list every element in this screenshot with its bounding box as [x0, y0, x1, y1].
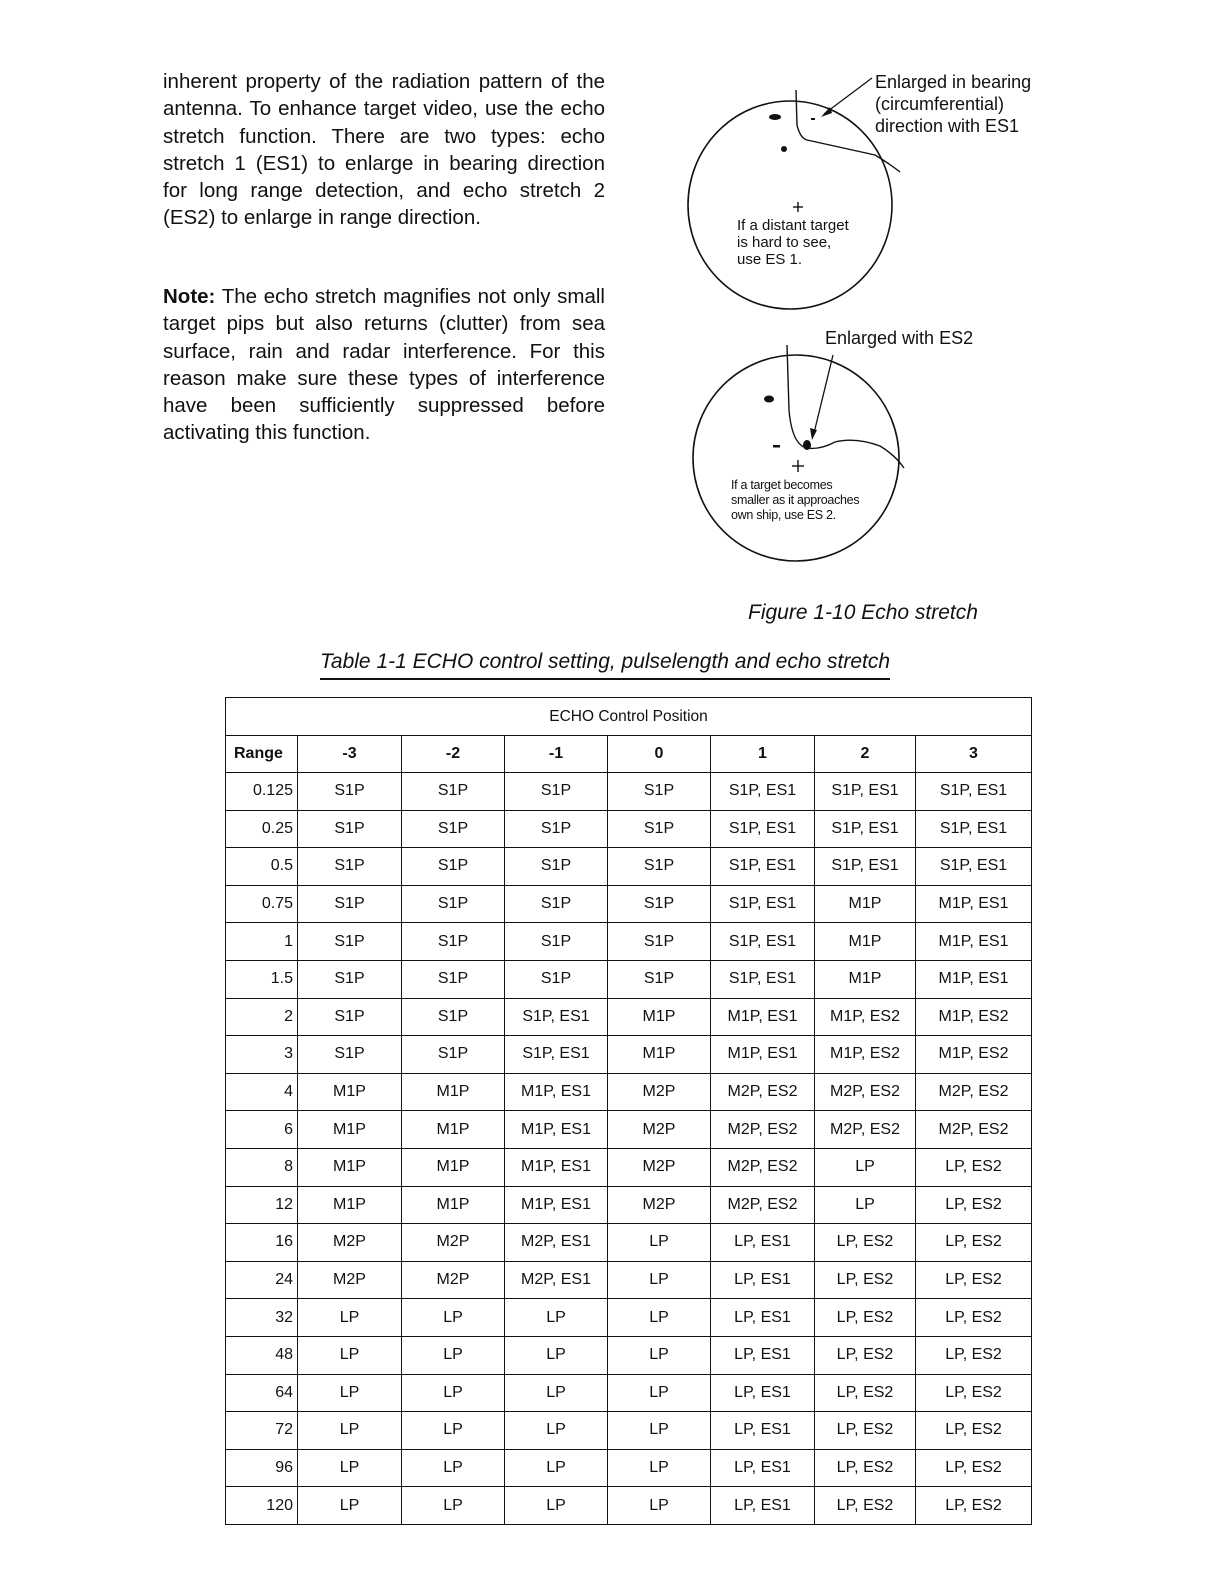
setting-cell: LP, ES2	[815, 1299, 916, 1337]
group-header-row	[226, 698, 1032, 736]
column-header-position: -3	[298, 736, 402, 773]
body-paragraph-echo-stretch: inherent property of the radiation pattern of the antenna. To enhance target video, use the echo stretch function. There are two types: echo stretch 1 (ES1) to enlarge in bearing direction for long range detection, and echo stretch 2 (ES2) to enlarge in range direction.	[163, 70, 605, 230]
setting-cell: LP	[608, 1261, 711, 1299]
es2-note-line3: own ship, use ES 2.	[731, 508, 836, 522]
setting-cell: LP, ES2	[916, 1449, 1032, 1487]
range-cell: 8	[226, 1148, 298, 1186]
setting-cell: M2P, ES2	[815, 1111, 916, 1149]
es2-note-line2: smaller as it approaches	[731, 493, 860, 507]
setting-cell: M2P, ES2	[711, 1111, 815, 1149]
setting-cell: LP	[505, 1336, 608, 1374]
setting-cell: LP, ES2	[916, 1224, 1032, 1262]
setting-cell: LP	[608, 1299, 711, 1337]
range-cell: 72	[226, 1412, 298, 1450]
radar-scope-es2-graphic	[680, 320, 1020, 570]
setting-cell: LP	[608, 1224, 711, 1262]
es1-callout-line2: (circumferential)	[875, 94, 1005, 114]
table-row	[226, 1487, 1032, 1525]
setting-cell: LP, ES1	[711, 1449, 815, 1487]
range-cell: 1	[226, 923, 298, 961]
setting-cell: LP, ES2	[916, 1261, 1032, 1299]
setting-cell: LP	[608, 1336, 711, 1374]
setting-cell: S1P	[402, 810, 505, 848]
setting-cell: S1P	[402, 923, 505, 961]
setting-cell: LP	[298, 1412, 402, 1450]
setting-cell: LP, ES1	[711, 1336, 815, 1374]
setting-cell: S1P, ES1	[711, 960, 815, 998]
note-label: Note:	[163, 285, 216, 308]
setting-cell: M2P	[402, 1261, 505, 1299]
es2-note-line1: If a target becomes	[731, 478, 833, 492]
setting-cell: LP, ES2	[815, 1449, 916, 1487]
setting-cell: LP	[402, 1487, 505, 1525]
setting-cell: LP	[402, 1336, 505, 1374]
setting-cell: S1P	[298, 848, 402, 886]
table-row	[226, 1073, 1032, 1111]
setting-cell: LP	[402, 1299, 505, 1337]
setting-cell: M1P, ES1	[711, 998, 815, 1036]
column-header-position: 3	[916, 736, 1032, 773]
setting-cell: S1P	[298, 810, 402, 848]
es1-note-line2: is hard to see,	[737, 234, 832, 251]
range-cell: 32	[226, 1299, 298, 1337]
column-header-position: -2	[402, 736, 505, 773]
setting-cell: M1P, ES1	[505, 1111, 608, 1149]
setting-cell: S1P	[608, 923, 711, 961]
table-row	[226, 1036, 1032, 1074]
setting-cell: S1P	[402, 885, 505, 923]
table-row	[226, 1148, 1032, 1186]
setting-cell: M1P, ES1	[505, 1073, 608, 1111]
es1-note-line1: If a distant target	[737, 217, 849, 234]
setting-cell: LP	[298, 1449, 402, 1487]
setting-cell: LP, ES2	[815, 1336, 916, 1374]
setting-cell: LP	[608, 1449, 711, 1487]
setting-cell: LP, ES1	[711, 1412, 815, 1450]
setting-cell: M1P	[402, 1148, 505, 1186]
setting-cell: M1P	[298, 1111, 402, 1149]
setting-cell: M1P, ES2	[815, 1036, 916, 1074]
setting-cell: LP	[608, 1374, 711, 1412]
setting-cell: M1P, ES1	[916, 960, 1032, 998]
setting-cell: M1P, ES1	[505, 1186, 608, 1224]
setting-cell: S1P	[505, 885, 608, 923]
setting-cell: S1P, ES1	[916, 773, 1032, 811]
setting-cell: M1P	[815, 923, 916, 961]
range-cell: 0.75	[226, 885, 298, 923]
setting-cell: LP	[298, 1487, 402, 1525]
range-cell: 16	[226, 1224, 298, 1262]
setting-cell: LP	[505, 1374, 608, 1412]
table-row	[226, 848, 1032, 886]
setting-cell: S1P	[298, 1036, 402, 1074]
table-row	[226, 1412, 1032, 1450]
setting-cell: LP, ES2	[815, 1374, 916, 1412]
table-row	[226, 1111, 1032, 1149]
column-header-position: -1	[505, 736, 608, 773]
table-caption: Table 1-1 ECHO control setting, pulselength and echo stretch	[320, 650, 890, 680]
setting-cell: M1P	[608, 998, 711, 1036]
setting-cell: S1P, ES1	[815, 848, 916, 886]
setting-cell: M1P, ES1	[916, 923, 1032, 961]
setting-cell: M1P, ES2	[916, 1036, 1032, 1074]
setting-cell: M2P, ES2	[711, 1073, 815, 1111]
setting-cell: LP, ES1	[711, 1299, 815, 1337]
setting-cell: LP	[298, 1299, 402, 1337]
table-row	[226, 1449, 1032, 1487]
range-cell: 4	[226, 1073, 298, 1111]
setting-cell: LP	[505, 1412, 608, 1450]
column-header-position: 2	[815, 736, 916, 773]
column-header-range: Range	[226, 736, 298, 773]
table-row	[226, 1261, 1032, 1299]
setting-cell: M1P	[815, 960, 916, 998]
setting-cell: M2P, ES2	[711, 1148, 815, 1186]
range-cell: 48	[226, 1336, 298, 1374]
table-row	[226, 1374, 1032, 1412]
setting-cell: S1P, ES1	[711, 810, 815, 848]
figure-es2-radar-diagram	[680, 320, 1020, 570]
echo-control-position-header: ECHO Control Position	[226, 698, 1032, 736]
setting-cell: S1P	[505, 773, 608, 811]
setting-cell: M2P, ES1	[505, 1261, 608, 1299]
setting-cell: LP	[402, 1449, 505, 1487]
setting-cell: LP, ES1	[711, 1374, 815, 1412]
setting-cell: LP	[298, 1336, 402, 1374]
setting-cell: LP, ES1	[711, 1487, 815, 1525]
setting-cell: S1P, ES1	[916, 848, 1032, 886]
setting-cell: S1P	[298, 773, 402, 811]
setting-cell: LP, ES2	[815, 1261, 916, 1299]
setting-cell: M1P	[608, 1036, 711, 1074]
setting-cell: M2P, ES1	[505, 1224, 608, 1262]
table-row	[226, 998, 1032, 1036]
range-cell: 0.125	[226, 773, 298, 811]
setting-cell: M1P, ES2	[815, 998, 916, 1036]
setting-cell: M2P	[608, 1073, 711, 1111]
table-row	[226, 923, 1032, 961]
setting-cell: LP, ES2	[916, 1374, 1032, 1412]
setting-cell: M1P	[402, 1073, 505, 1111]
setting-cell: LP	[505, 1487, 608, 1525]
echo-control-table	[225, 697, 1032, 1525]
setting-cell: LP, ES2	[815, 1487, 916, 1525]
setting-cell: S1P	[608, 773, 711, 811]
figure-es1-radar-diagram	[680, 60, 1060, 320]
range-cell: 6	[226, 1111, 298, 1149]
setting-cell: S1P	[505, 810, 608, 848]
setting-cell: LP, ES2	[916, 1487, 1032, 1525]
setting-cell: M1P	[298, 1073, 402, 1111]
setting-cell: S1P, ES1	[916, 810, 1032, 848]
setting-cell: LP, ES2	[916, 1148, 1032, 1186]
column-header-position: 1	[711, 736, 815, 773]
setting-cell: LP, ES2	[916, 1186, 1032, 1224]
figure-caption: Figure 1-10 Echo stretch	[748, 601, 978, 624]
table-row	[226, 1186, 1032, 1224]
setting-cell: M2P, ES2	[916, 1073, 1032, 1111]
setting-cell: S1P	[402, 960, 505, 998]
setting-cell: LP, ES2	[815, 1224, 916, 1262]
setting-cell: S1P	[505, 960, 608, 998]
setting-cell: S1P	[298, 923, 402, 961]
setting-cell: S1P	[298, 998, 402, 1036]
es1-callout-line1: Enlarged in bearing	[875, 72, 1032, 92]
table-row	[226, 773, 1032, 811]
setting-cell: M1P	[402, 1186, 505, 1224]
setting-cell: S1P	[402, 773, 505, 811]
setting-cell: LP, ES2	[916, 1299, 1032, 1337]
range-cell: 64	[226, 1374, 298, 1412]
setting-cell: LP	[298, 1374, 402, 1412]
es1-callout-line3: direction with ES1	[875, 116, 1020, 136]
note-paragraph	[163, 283, 605, 447]
note-body: The echo stretch magnifies not only small target pips but also returns (clutter) from sea surface, rain and radar interference. For this reason make sure these types of interference have been sufficiently suppressed before activating this function.	[163, 285, 605, 445]
setting-cell: M1P	[402, 1111, 505, 1149]
setting-cell: S1P	[608, 848, 711, 886]
range-cell: 2	[226, 998, 298, 1036]
setting-cell: LP	[608, 1412, 711, 1450]
setting-cell: S1P, ES1	[505, 998, 608, 1036]
range-cell: 120	[226, 1487, 298, 1525]
setting-cell: M2P	[298, 1261, 402, 1299]
setting-cell: S1P	[298, 885, 402, 923]
setting-cell: LP	[505, 1299, 608, 1337]
setting-cell: M1P	[815, 885, 916, 923]
range-cell: 0.5	[226, 848, 298, 886]
range-cell: 24	[226, 1261, 298, 1299]
setting-cell: LP	[815, 1186, 916, 1224]
setting-cell: M2P	[608, 1148, 711, 1186]
table-row	[226, 960, 1032, 998]
setting-cell: M2P, ES2	[815, 1073, 916, 1111]
table-body	[226, 773, 1032, 1525]
setting-cell: LP, ES2	[916, 1412, 1032, 1450]
setting-cell: LP	[402, 1412, 505, 1450]
setting-cell: S1P	[608, 810, 711, 848]
setting-cell: LP	[608, 1487, 711, 1525]
setting-cell: M2P	[298, 1224, 402, 1262]
range-cell: 12	[226, 1186, 298, 1224]
setting-cell: M1P, ES1	[505, 1148, 608, 1186]
setting-cell: S1P, ES1	[711, 923, 815, 961]
setting-cell: LP, ES1	[711, 1224, 815, 1262]
setting-cell: S1P, ES1	[711, 848, 815, 886]
setting-cell: S1P	[298, 960, 402, 998]
setting-cell: M2P, ES2	[711, 1186, 815, 1224]
table-row	[226, 1336, 1032, 1374]
setting-cell: LP, ES2	[916, 1336, 1032, 1374]
setting-cell: S1P, ES1	[711, 773, 815, 811]
setting-cell: S1P, ES1	[815, 810, 916, 848]
setting-cell: S1P, ES1	[711, 885, 815, 923]
setting-cell: S1P	[402, 1036, 505, 1074]
table-row	[226, 885, 1032, 923]
setting-cell: M1P	[298, 1148, 402, 1186]
setting-cell: S1P	[608, 960, 711, 998]
setting-cell: S1P	[608, 885, 711, 923]
range-cell: 0.25	[226, 810, 298, 848]
setting-cell: M1P, ES2	[916, 998, 1032, 1036]
range-cell: 1.5	[226, 960, 298, 998]
column-header-row	[226, 736, 1032, 773]
setting-cell: LP	[815, 1148, 916, 1186]
setting-cell: S1P	[505, 848, 608, 886]
es1-note-line3: use ES 1.	[737, 251, 803, 268]
setting-cell: M2P	[402, 1224, 505, 1262]
setting-cell: LP, ES1	[711, 1261, 815, 1299]
setting-cell: M1P, ES1	[711, 1036, 815, 1074]
range-cell: 3	[226, 1036, 298, 1074]
setting-cell: S1P	[505, 923, 608, 961]
setting-cell: M2P, ES2	[916, 1111, 1032, 1149]
setting-cell: LP	[402, 1374, 505, 1412]
setting-cell: S1P, ES1	[815, 773, 916, 811]
setting-cell: LP	[505, 1449, 608, 1487]
setting-cell: M2P	[608, 1111, 711, 1149]
es2-callout: Enlarged with ES2	[825, 328, 974, 348]
setting-cell: M2P	[608, 1186, 711, 1224]
setting-cell: S1P	[402, 848, 505, 886]
setting-cell: S1P	[402, 998, 505, 1036]
table-row	[226, 1299, 1032, 1337]
range-cell: 96	[226, 1449, 298, 1487]
setting-cell: M1P, ES1	[916, 885, 1032, 923]
setting-cell: M1P	[298, 1186, 402, 1224]
setting-cell: S1P, ES1	[505, 1036, 608, 1074]
column-header-position: 0	[608, 736, 711, 773]
table-row	[226, 810, 1032, 848]
setting-cell: LP, ES2	[815, 1412, 916, 1450]
table-row	[226, 1224, 1032, 1262]
